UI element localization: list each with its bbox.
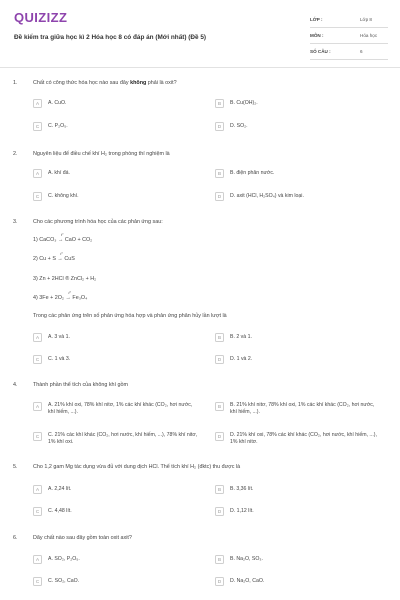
option-letter-box: D: [215, 122, 224, 131]
option-letter-box: C: [33, 507, 42, 516]
option-text: A. CuO.: [48, 99, 67, 106]
question-text: Nguyên liệu để điều chế khí H₂ trong phòng thí nghiệm là: [33, 151, 170, 157]
meta-key: LỚP :: [310, 17, 323, 22]
option-text: C. không khí.: [48, 192, 79, 199]
question-text: Cho 1,2 gam Mg tác dụng vừa đủ với dung dịch HCl. Thể tích khí H₂ (đktc) thu được là: [33, 464, 241, 470]
option-text: B. 21% khí nitơ, 78% khí oxi, 1% các khí khác (CO₂, hơi nước, khí hiếm, ...).: [230, 402, 375, 415]
option-text: C. 21% các khí khác (CO₂, hơi nước, khí hiếm, ...), 78% khí nitơ, 1% khí oxi.: [48, 432, 198, 445]
question-text: Thành phần thể tích của không khí gồm: [33, 382, 128, 388]
document-title: Đề kiểm tra giữa học kì 2 Hóa học 8 có đáp án (Mới nhất) (Đề 5): [14, 34, 207, 41]
option-text: D. 1 và 2.: [230, 355, 253, 362]
option-letter-box: A: [33, 555, 42, 564]
meta-row-subject: [310, 28, 388, 44]
option-letter-box: D: [215, 192, 224, 201]
question-number: 5.: [13, 464, 18, 470]
equation-2: 2) Cu + S → t° CuS: [33, 252, 75, 262]
option-text: A. SO₂, P₂O₅.: [48, 555, 80, 562]
question-number: 6.: [13, 535, 18, 541]
option-letter-box: B: [215, 99, 224, 108]
option-text: A. khí đá.: [48, 169, 70, 176]
option-letter-box: A: [33, 99, 42, 108]
equation-1: 1) CaCO₃ → t° CaO + CO₂: [33, 233, 93, 243]
option-text: B. điện phân nước.: [230, 169, 275, 176]
option-letter-box: B: [215, 402, 224, 411]
equation-3: 3) Zn + 2HCl ® ZnCl₂ + H₂: [33, 276, 97, 282]
option-letter-box: B: [215, 555, 224, 564]
option-letter-box: A: [33, 169, 42, 178]
question-text: Cho các phương trình hóa học của các phản ứng sau:: [33, 219, 163, 225]
option-text: A. 3 và 1.: [48, 333, 70, 340]
question-text: Trong các phản ứng trên số phản ứng hóa hợp và phản ứng phân hủy lần lượt là: [33, 313, 227, 319]
meta-key: SỐ CÂU :: [310, 49, 331, 54]
option-text: D. 1,12 lít.: [230, 507, 254, 514]
option-letter-box: C: [33, 432, 42, 441]
arrow-icon: → t°: [57, 252, 63, 262]
question-text: Chất có công thức hóa học nào sau đây không phải là oxit?: [33, 80, 177, 86]
meta-value: Lớp 8: [360, 17, 372, 22]
page-header: [0, 0, 400, 68]
option-text: C. P₂O₅.: [48, 122, 68, 129]
option-text: B. Na₂O, SO₃.: [230, 555, 263, 562]
option-text: B. Cu(OH)₂.: [230, 99, 258, 106]
option-text: B. 2 và 1.: [230, 333, 252, 340]
arrow-icon: → t°: [57, 233, 64, 243]
option-text: D. 21% khí oxi, 78% các khí khác (CO₂, hơi nước, khí hiếm, ...), 1% khí nitơ.: [230, 432, 377, 445]
option-letter-box: A: [33, 333, 42, 342]
option-letter-box: C: [33, 192, 42, 201]
meta-row-count: [310, 44, 388, 60]
option-letter-box: A: [33, 402, 42, 411]
option-letter-box: D: [215, 577, 224, 586]
meta-key: MÔN :: [310, 33, 324, 38]
option-letter-box: D: [215, 507, 224, 516]
question-text: Dãy chất nào sau đây gồm toàn oxit axit?: [33, 535, 132, 541]
meta-value: 6: [360, 49, 363, 54]
meta-row-grade: [310, 12, 388, 28]
equation-4: 4) 3Fe + 2O₂ → t° Fe₃O₄: [33, 291, 88, 301]
question-number: 3.: [13, 219, 18, 225]
meta-value: Hóa học: [360, 33, 378, 38]
option-letter-box: B: [215, 485, 224, 494]
option-letter-box: C: [33, 122, 42, 131]
question-number: 2.: [13, 151, 18, 157]
option-text: A. 2,24 lít.: [48, 485, 72, 492]
option-letter-box: B: [215, 333, 224, 342]
arrow-icon: → t°: [65, 291, 71, 301]
option-letter-box: C: [33, 355, 42, 364]
option-letter-box: A: [33, 485, 42, 494]
option-text: D. SO₂.: [230, 122, 248, 129]
option-text: D. Na₂O, CaO.: [230, 577, 265, 584]
question-number: 4.: [13, 382, 18, 388]
option-letter-box: B: [215, 169, 224, 178]
option-text: D. axit (HCl, H₂SO₄) và kim loại.: [230, 192, 304, 199]
option-letter-box: C: [33, 577, 42, 586]
option-text: B. 3,36 lít.: [230, 485, 254, 492]
option-text: A. 21% khí oxi, 78% khí nitơ, 1% các khí khác (CO₂, hơi nước, khí hiếm, ...).: [48, 402, 193, 415]
option-text: C. 1 và 3.: [48, 355, 71, 362]
question-number: 1.: [13, 80, 18, 86]
meta-table: [310, 12, 388, 60]
quizizz-logo: QUIZIZZ: [14, 10, 68, 25]
option-text: C. 4,48 lít.: [48, 507, 72, 514]
option-letter-box: D: [215, 355, 224, 364]
option-text: C. SO₂, CaO.: [48, 577, 80, 584]
option-letter-box: D: [215, 432, 224, 441]
